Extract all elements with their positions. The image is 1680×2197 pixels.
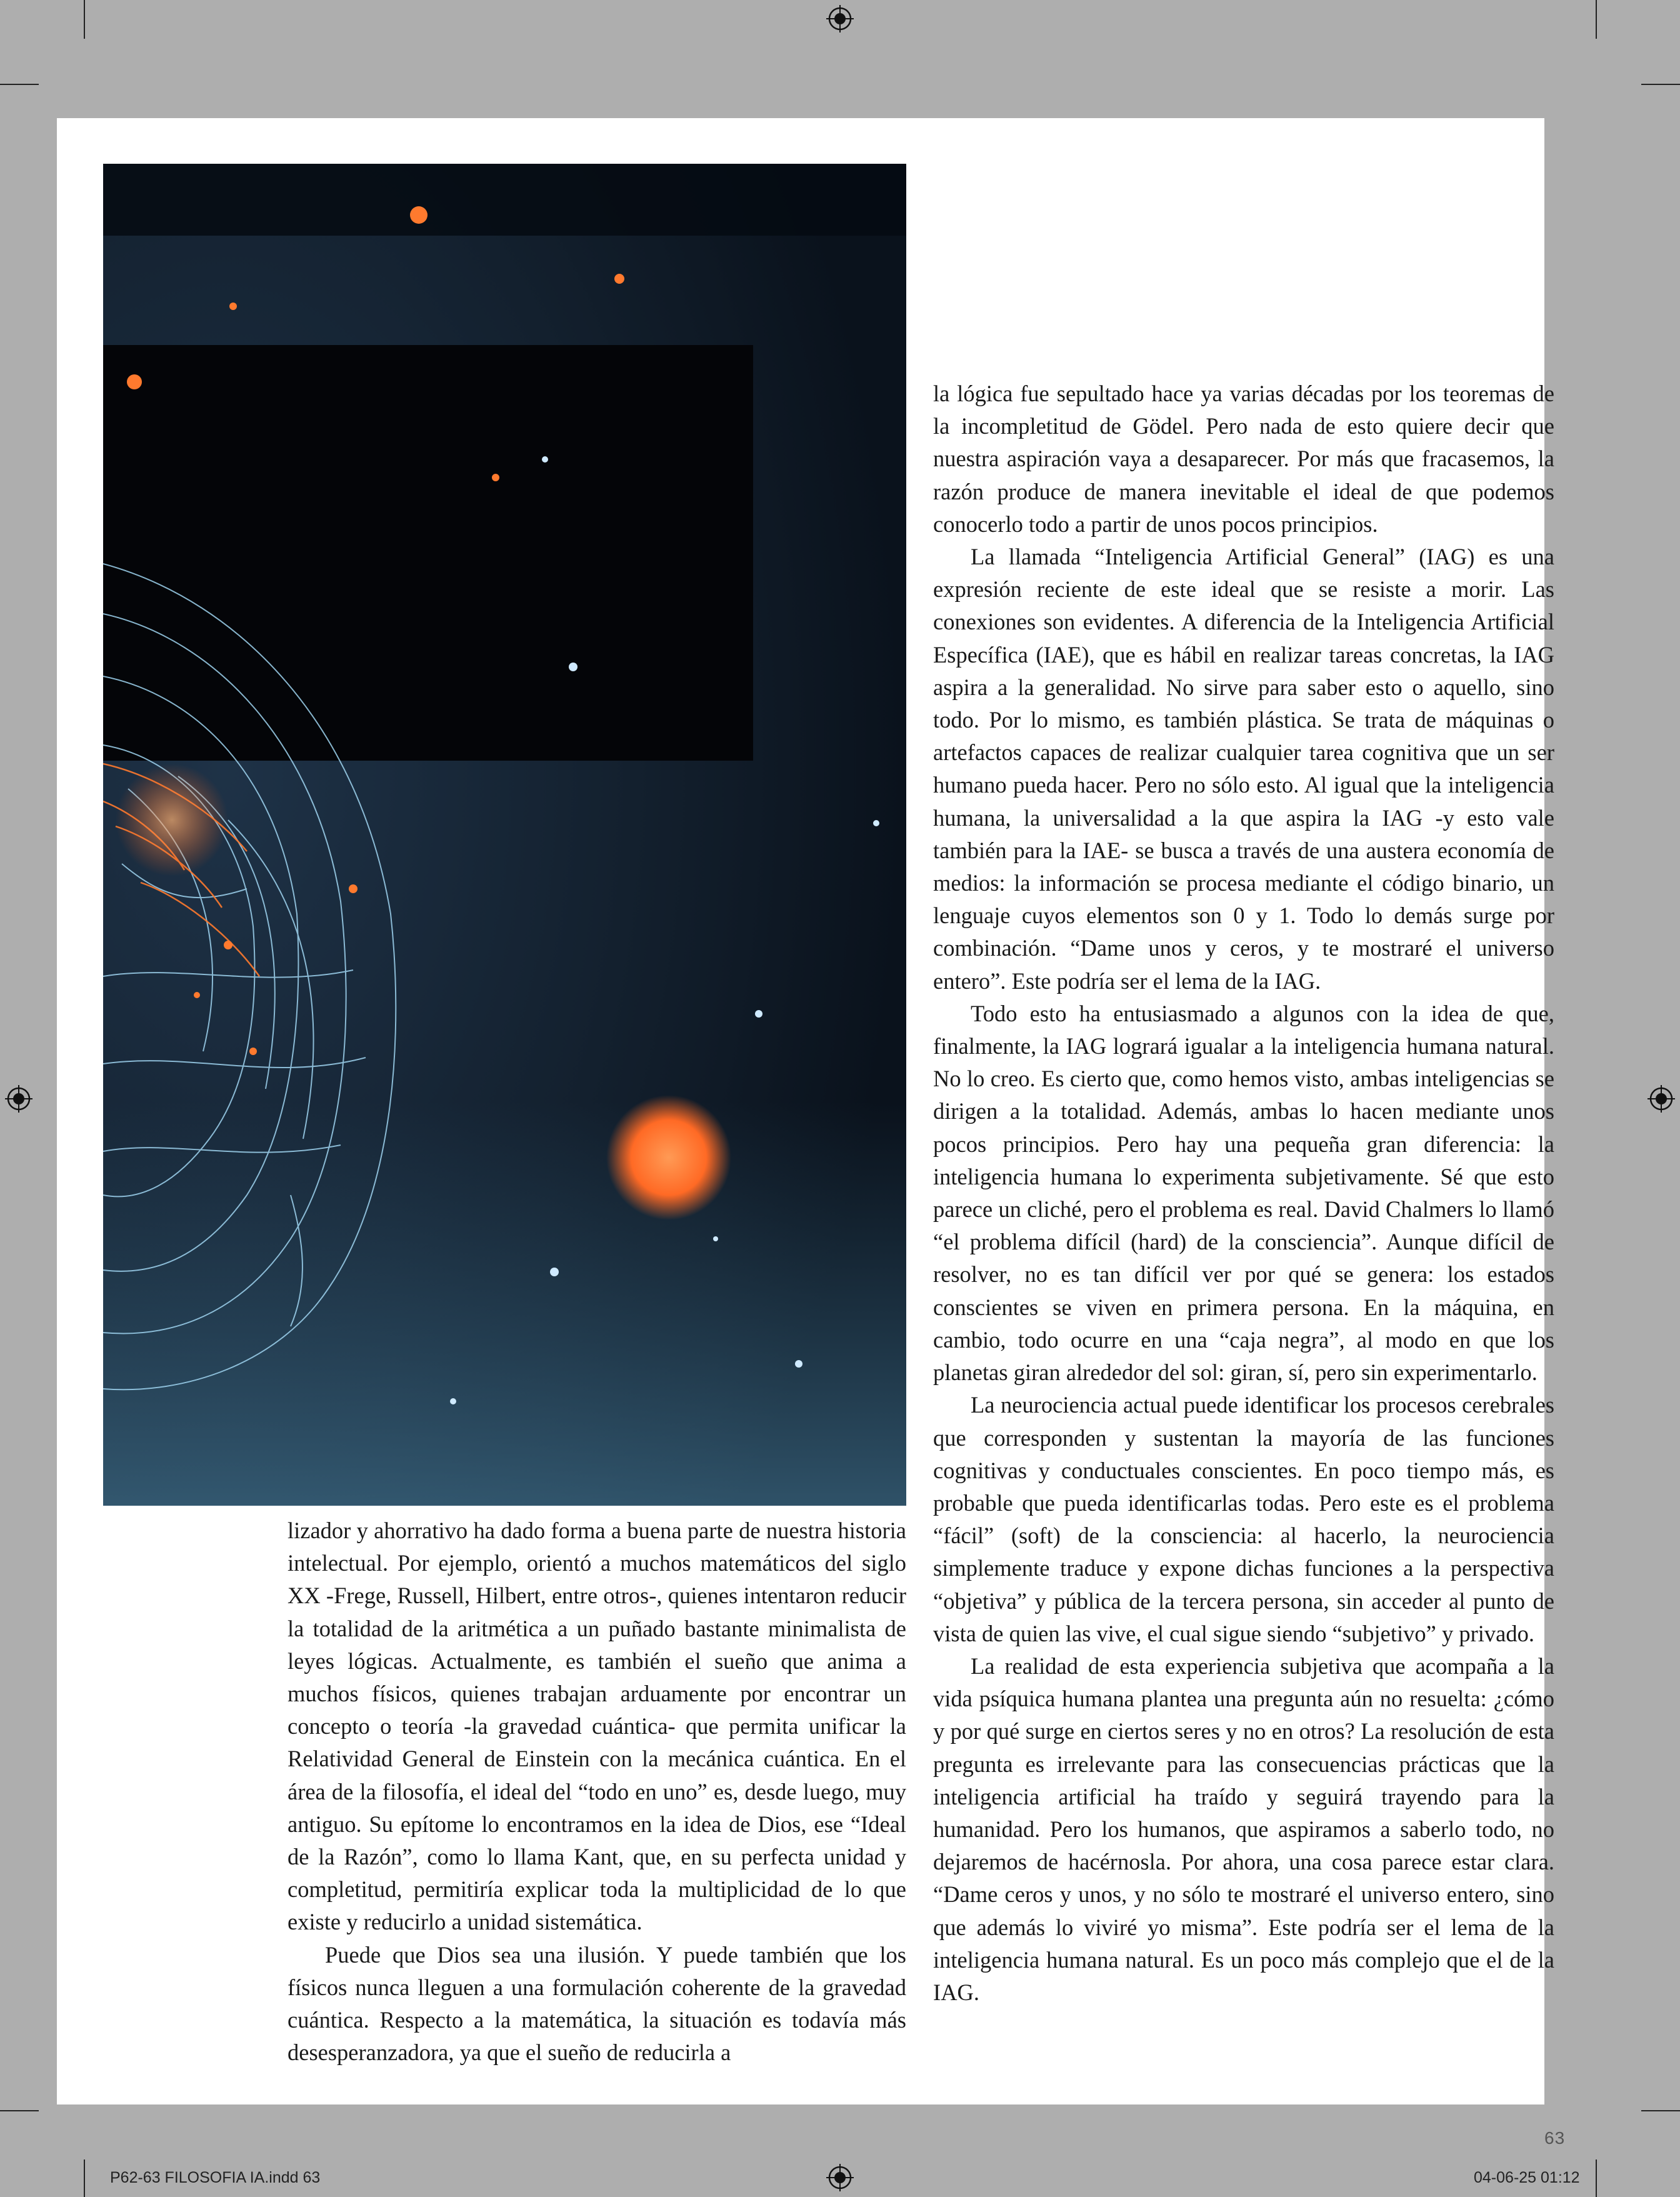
paragraph: lizador y ahorrativo ha dado forma a buena parte de nuestra historia intelectual. Por ejemplo, orientó a muchos matemáticos del siglo XX -Frege, Russell, Hilbert, entre otros-, quienes intentaron reducir la totalidad de la aritmética a un puñado bastante minimalista de leyes lógicas. Actualmente, es también el sueño que anima a muchos físicos, quienes trabajan arduamente por encontrar un concepto o teoría -la gravedad cuántica- que permita unificar la Relatividad General de Einstein con la mecánica cuántica. En el área de la filosofía, el ideal del “todo en uno” es, desde luego, muy antiguo. Su epítome lo encontramos en la idea de Dios, ese “Ideal de la Razón”, como lo llama Kant, que, en su perfecta unidad y completitud, permitiría explicar toda la multiplicidad de lo que existe y reducirlo a unidad sistemática. — [288, 1518, 906, 1935]
paragraph: Todo esto ha entusiasmado a algunos con la idea de que, finalmente, la IAG logrará igualar a la inteligencia humana natural. No lo creo. Es cierto que, como hemos visto, ambas inteligencias se dirigen a la totalidad. Además, ambas lo hacen mediante unos pocos principios. Pero hay una pequeña gran diferencia: la inteligencia humana lo experimenta subjetivamente. Sé que esto parece un cliché, pero el problema es real. David Chalmers lo llamó “el problema difícil (hard) de la consciencia”. Aunque difícil de resolver, no es tan difícil ver por qué se genera: los estados conscientes se viven en primera persona. En la máquina, en cambio, todo ocurre en una “caja negra”, al modo en que los planetas giran alrededor del sol: giran, sí, pero sin experimentarlo. — [933, 1000, 1554, 1386]
crop-mark — [1641, 2110, 1680, 2111]
paragraph: La llamada “Inteligencia Artificial General” (IAG) es una expresión reciente de este ideal que se resiste a morir. Las conexiones son evidentes. A diferencia de la Inteligencia Artificial Específica (IAE), que es hábil en realizar tareas concretas, la IAG aspira a la generalidad. No sirve para saber esto o aquello, sino todo. Por lo mismo, es también plástica. Se trata de máquinas o artefactos capaces de realizar cualquier tarea cognitiva que un ser humano pueda hacer. Pero no sólo esto. Al igual que la inteligencia humana, la universalidad a la que aspira la IAG -y esto vale también para la IAE- se busca a través de una austera economía de medios: la información se procesa mediante el código binario, un lenguaje cuyos elementos son 0 y 1. Todo lo demás surge por combinación. “Dame unos y ceros, y te mostraré el universo entero”. Este podría ser el lema de la IAG. — [933, 544, 1554, 994]
registration-mark-icon — [1648, 1085, 1675, 1113]
registration-mark-icon — [826, 5, 854, 33]
paragraph: La realidad de esta experiencia subjetiva que acompaña a la vida psíquica humana plantea una pregunta aún no resuelta: ¿cómo y por qué surge en ciertos seres y no en otros? La resolución de esta pregunta es irrelevante para las consecuencias prácticas que la inteligencia artificial ha traído y seguirá trayendo para la humanidad. Pero los humanos, que aspiramos a saberlo todo, no dejaremos de hacérnosla. Por ahora, una cosa parece estar clara. “Dame ceros y unos, y no sólo te mostraré el universo entero, sino que además lo viviré yo misma”. Este podría ser el lema de la inteligencia humana natural. Es un poco más complejo que el de la IAG. — [933, 1653, 1554, 2005]
page-number: 63 — [1544, 2128, 1566, 2148]
paragraph: la lógica fue sepultado hace ya varias décadas por los teoremas de la incompletitud de Gödel. Pero nada de esto quiere decir que nuestra aspiración vaya a desaparecer. Por más que fracasemos, la razón produce de manera inevitable el ideal de que podemos conocerlo todo a partir de unos pocos principios. — [933, 381, 1554, 537]
body-text-right-column — [933, 378, 1554, 2009]
brain-illustration-image — [103, 164, 906, 1506]
paragraph: La neurociencia actual puede identificar los procesos cerebrales que corresponden y sustentan la mayoría de las funciones cognitivas y conductuales conscientes. En poco tiempo más, es probable que pueda identificarlas todas. Pero este es el problema “fácil” (soft) de la consciencia: al hacerlo, la neurociencia simplemente traduce y expone dichas funciones a la perspectiva “objetiva” y pública de la tercera persona, sin acceder al punto de vista de quien las vive, el cual sigue siendo “subjetivo” y privado. — [933, 1392, 1554, 1646]
crop-mark — [1641, 84, 1680, 85]
brain-network-icon — [103, 164, 906, 1506]
slug-filename: P62-63 FILOSOFIA IA.indd 63 — [110, 2169, 321, 2186]
crop-mark — [0, 84, 39, 85]
paragraph: Puede que Dios sea una ilusión. Y puede también que los físicos nunca lleguen a una formulación coherente de la gravedad cuántica. Respecto a la matemática, la situación es todavía más desesperanzadora, ya que el sueño de reducirla a — [288, 1941, 906, 2066]
crop-mark — [0, 2110, 39, 2111]
registration-mark-icon — [826, 2164, 854, 2191]
crop-mark — [84, 2159, 85, 2197]
crop-mark — [1596, 2159, 1597, 2197]
crop-mark — [84, 0, 85, 39]
registration-mark-icon — [5, 1085, 32, 1113]
body-text-left-column — [288, 1514, 906, 2069]
slug-datetime: 04-06-25 01:12 — [1474, 2169, 1580, 2186]
magazine-page — [57, 118, 1566, 2148]
crop-mark — [1596, 0, 1597, 39]
